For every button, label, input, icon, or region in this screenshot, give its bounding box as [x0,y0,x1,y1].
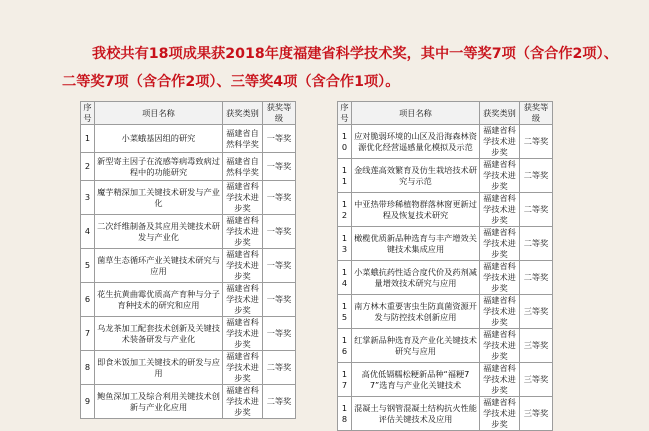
cell-name: 红掌新品种选育及产业化关键技术研究与应用 [352,329,480,363]
cell-grade: 一等奖 [263,283,296,317]
cell-category: 福建省科学技术进步奖 [480,363,520,397]
cell-no: 16 [338,329,352,363]
cell-grade: 二等奖 [520,193,553,227]
cell-category: 福建省科学技术进步奖 [223,283,263,317]
cell-grade: 二等奖 [520,261,553,295]
header-no: 序号 [338,102,352,125]
cell-name: 小菜蛾抗药性适合度代价及药剂减量增效技术研究与应用 [352,261,480,295]
cell-grade: 二等奖 [263,385,296,419]
table-row [338,125,553,159]
cell-grade: 二等奖 [520,227,553,261]
cell-no: 12 [338,193,352,227]
cell-name: 新型寄主因子在流感等病毒致病过程中的功能研究 [95,153,223,181]
cell-grade: 三等奖 [520,363,553,397]
table-row [338,329,553,363]
cell-no: 8 [81,351,95,385]
cell-category: 福建省科学技术进步奖 [223,351,263,385]
table-row [81,317,296,351]
cell-no: 13 [338,227,352,261]
cell-category: 福建省科学技术进步奖 [480,159,520,193]
cell-no: 7 [81,317,95,351]
cell-category: 福建省科学技术进步奖 [223,215,263,249]
cell-category: 福建省科学技术进步奖 [480,125,520,159]
table-header-row [338,102,553,125]
table-row [338,261,553,295]
table-row [338,397,553,431]
cell-category: 福建省科学技术进步奖 [223,385,263,419]
awards-table-left [80,101,296,419]
cell-grade: 一等奖 [263,317,296,351]
cell-name: 小菜蛾基因组的研究 [95,125,223,153]
header-name: 项目名称 [352,102,480,125]
cell-name: 魔芋精深加工关键技术研发与产业化 [95,181,223,215]
cell-no: 17 [338,363,352,397]
cell-grade: 一等奖 [263,249,296,283]
cell-name: 高优低镉糯松粳新品种“福粳77”选育与产业化关键技术 [352,363,480,397]
table-row [81,125,296,153]
cell-name: 金线莲高效繁育及仿生栽培技术研究与示范 [352,159,480,193]
cell-no: 6 [81,283,95,317]
announcement-heading: 我校共有18项成果获2018年度福建省科学技术奖，其中一等奖7项（含合作2项）、二等奖7项（含合作2项）、三等奖4项（含合作1项）。 [62,46,618,90]
cell-grade: 二等奖 [520,125,553,159]
header-grade: 获奖等级 [520,102,553,125]
cell-grade: 一等奖 [263,125,296,153]
cell-no: 3 [81,181,95,215]
header-name: 项目名称 [95,102,223,125]
table-row [81,283,296,317]
cell-name: 南方林木重要害虫生防真菌资源开发与防控技术创新应用 [352,295,480,329]
table-row [81,385,296,419]
cell-category: 福建省自然科学奖 [223,153,263,181]
header-category: 获奖类别 [223,102,263,125]
awards-table-right [337,101,553,431]
cell-category: 福建省科学技术进步奖 [223,249,263,283]
table-row [81,181,296,215]
cell-no: 5 [81,249,95,283]
table-row [81,249,296,283]
table-row [81,215,296,249]
cell-grade: 二等奖 [263,351,296,385]
cell-grade: 一等奖 [263,153,296,181]
table-row [81,351,296,385]
cell-no: 18 [338,397,352,431]
cell-category: 福建省科学技术进步奖 [480,295,520,329]
cell-name: 花生抗黄曲霉优质高产育种与分子育种技术的研究和应用 [95,283,223,317]
cell-grade: 三等奖 [520,329,553,363]
cell-category: 福建省科学技术进步奖 [480,227,520,261]
cell-category: 福建省科学技术进步奖 [480,329,520,363]
cell-no: 15 [338,295,352,329]
cell-name: 鲍鱼深加工及综合利用关键技术创新与产业化应用 [95,385,223,419]
cell-category: 福建省自然科学奖 [223,125,263,153]
cell-name: 即食米饭加工关键技术的研发与应用 [95,351,223,385]
cell-no: 9 [81,385,95,419]
cell-name: 二次纤维制备及其应用关键技术研发与产业化 [95,215,223,249]
cell-name: 乌龙茶加工配套技术创新及关键技术装备研发与产业化 [95,317,223,351]
header-category: 获奖类别 [480,102,520,125]
cell-grade: 三等奖 [520,397,553,431]
table-row [338,295,553,329]
cell-name: 中亚热带珍稀植物群落林窗更新过程及恢复技术研究 [352,193,480,227]
cell-category: 福建省科学技术进步奖 [223,317,263,351]
cell-no: 1 [81,125,95,153]
cell-name: 菌草生态循环产业关键技术研究与应用 [95,249,223,283]
table-row [338,363,553,397]
cell-category: 福建省科学技术进步奖 [480,397,520,431]
cell-grade: 二等奖 [520,159,553,193]
cell-category: 福建省科学技术进步奖 [480,193,520,227]
cell-no: 10 [338,125,352,159]
table-row [338,193,553,227]
table-row [81,153,296,181]
table-row [338,227,553,261]
cell-grade: 一等奖 [263,215,296,249]
header-grade: 获奖等级 [263,102,296,125]
header-no: 序号 [81,102,95,125]
cell-category: 福建省科学技术进步奖 [480,261,520,295]
cell-no: 11 [338,159,352,193]
cell-name: 应对脆弱环境的山区及沿海森林资源优化经营遥感量化模拟及示范 [352,125,480,159]
cell-grade: 一等奖 [263,181,296,215]
table-header-row [81,102,296,125]
cell-name: 混凝土与钢管混凝土结构抗火性能评估关键技术及应用 [352,397,480,431]
cell-no: 14 [338,261,352,295]
cell-name: 橄榄优质新品种选育与丰产增效关键技术集成应用 [352,227,480,261]
cell-no: 2 [81,153,95,181]
cell-category: 福建省科学技术进步奖 [223,181,263,215]
table-row [338,159,553,193]
cell-grade: 三等奖 [520,295,553,329]
cell-no: 4 [81,215,95,249]
